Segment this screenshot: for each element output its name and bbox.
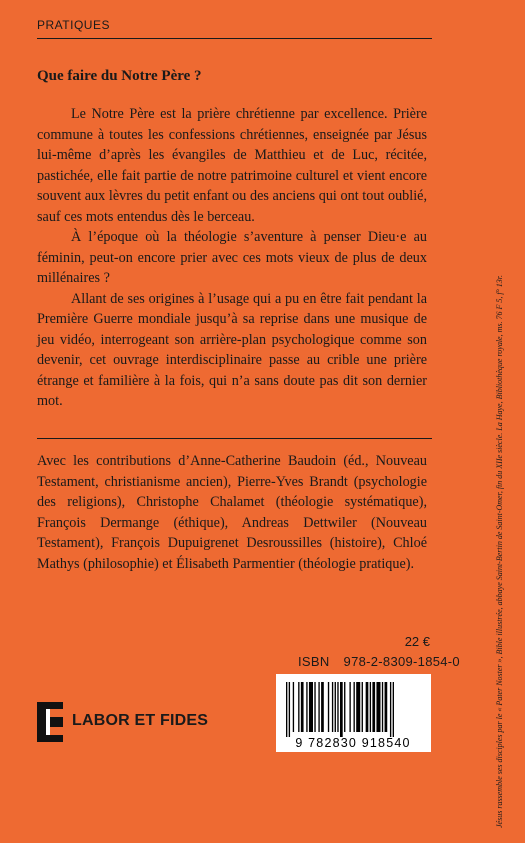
barcode-bar [349, 682, 350, 732]
barcode-bar [321, 682, 324, 732]
isbn-number: 978-2-8309-1854-0 [343, 654, 460, 669]
barcode-bar [306, 682, 307, 732]
publisher-logo-icon [37, 702, 63, 742]
barcode-bar [309, 682, 313, 732]
price: 22 € [404, 634, 430, 649]
barcode-bar [385, 682, 388, 732]
book-title: Que faire du Notre Père ? [37, 68, 202, 84]
middle-divider [37, 438, 432, 439]
blurb-paragraph: À l’époque où la théologie s’aventure à penser Dieu·e au féminin, peut-on encore prier avec ces mots vieux de plus de deux millénaires ? [37, 229, 427, 286]
barcode-bar [293, 682, 294, 732]
barcode-bar [314, 682, 315, 732]
top-divider [37, 38, 432, 39]
barcode-bar [301, 682, 304, 732]
barcode-bar [286, 682, 287, 737]
barcode [276, 674, 431, 752]
barcode-bar [382, 682, 383, 732]
isbn-line [298, 654, 460, 669]
barcode-bar [356, 682, 360, 732]
publisher-name: LABOR ET FIDES [72, 712, 209, 729]
image-credit-text: Jésus rassemble ses disciples par le « Pater Noster », Bible illustrée, abbaye Saint-Bertin de Saint-Omer, fin du XIIe siècle. La Haye, Bibliothèque royale, ms. 76 F 5, f° 13r. [495, 274, 504, 828]
barcode-bar [337, 682, 338, 732]
contributors-text: Avec les contributions d’Anne-Catherine Baudoin (éd., Nouveau Testament, christianisme ancien), Pierre-Yves Brandt (psychologie des religions), Christophe Chalamet (théologie systématique), François Dermange (éthique), Andreas Dettwiler (Nouveau Testament), François Dupuigrenet Desroussilles (histoire), Chloé Mathys (philosophie) et Élisabeth Parmentier (théologie pratique). [37, 453, 427, 572]
blurb [37, 104, 427, 412]
barcode-bar [318, 682, 319, 732]
barcode-bar [344, 682, 345, 732]
barcode-bar [335, 682, 336, 732]
blurb-paragraph: Le Notre Père est la prière chrétienne par excellence. Prière commune à toutes les confessions chrétiennes, enseignée par Jésus lui-même d’après les évangiles de Matthieu et de Luc, récitée, pastichée, elle fait partie de notre patrimoine culturel et vient encore souvent aux lèvres du petit enfant ou des anciens qui ont tout oublié, sauf ces mots entendus dès le berceau. [37, 106, 427, 225]
barcode-bar [370, 682, 371, 732]
series-label: PRATIQUES [37, 18, 110, 32]
barcode-digits: 9 782830 918540 [295, 736, 411, 750]
barcode-bar [354, 682, 355, 732]
barcode-bar [390, 682, 391, 737]
isbn-label: ISBN [298, 654, 330, 669]
barcode-bar [366, 682, 369, 732]
barcode-bar [340, 682, 343, 737]
barcode-bar [332, 682, 333, 732]
barcode-bar [328, 682, 329, 732]
barcode-graphic [276, 674, 431, 752]
barcode-bar [372, 682, 375, 732]
blurb-paragraph: Allant de ses origines à l’usage qui a pu en être fait pendant la Première Guerre mondiale jusqu’à sa reprise dans une musique de jeu vidéo, interrogeant son arrière-plan psychologique comme son devenir, cet ouvrage interdisciplinaire passe au crible une prière étrange et familière à la fois, qui n’a sans doute pas dit son dernier mot. [37, 290, 427, 409]
image-credit [495, 188, 507, 828]
barcode-bar [376, 682, 380, 732]
barcode-bar [289, 682, 290, 737]
barcode-bars [286, 682, 394, 737]
barcode-bar [393, 682, 394, 737]
barcode-bar [362, 682, 363, 732]
barcode-bar [298, 682, 299, 732]
